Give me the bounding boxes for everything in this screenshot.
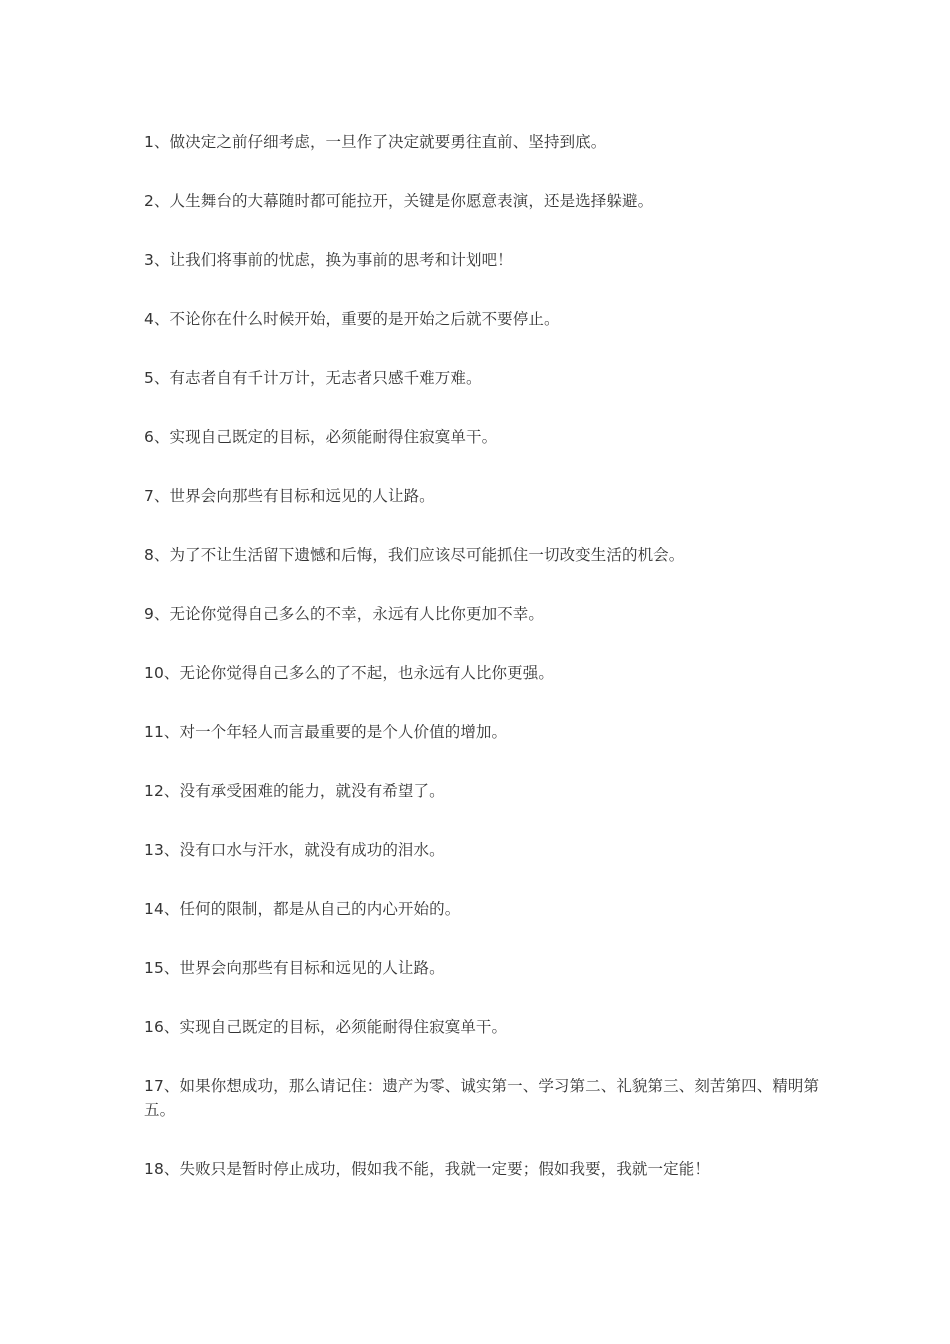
quote-item: 3、让我们将事前的忧虑，换为事前的思考和计划吧！ bbox=[144, 251, 513, 269]
quote-item: 11、对一个年轻人而言最重要的是个人价值的增加。 bbox=[144, 723, 508, 741]
quote-item: 7、世界会向那些有目标和远见的人让路。 bbox=[144, 487, 435, 505]
document-body bbox=[144, 133, 834, 1219]
quote-item: 12、没有承受困难的能力，就没有希望了。 bbox=[144, 782, 445, 800]
quote-item: 13、没有口水与汗水，就没有成功的泪水。 bbox=[144, 841, 445, 859]
quote-item: 14、任何的限制，都是从自己的内心开始的。 bbox=[144, 900, 461, 918]
quote-item: 8、为了不让生活留下遗憾和后悔，我们应该尽可能抓住一切改变生活的机会。 bbox=[144, 546, 685, 564]
quote-item: 2、人生舞台的大幕随时都可能拉开，关键是你愿意表演，还是选择躲避。 bbox=[144, 192, 654, 210]
quote-item: 15、世界会向那些有目标和远见的人让路。 bbox=[144, 959, 445, 977]
quote-item: 5、有志者自有千计万计，无志者只感千难万难。 bbox=[144, 369, 482, 387]
quote-item: 9、无论你觉得自己多么的不幸，永远有人比你更加不幸。 bbox=[144, 605, 544, 623]
quote-item: 17、如果你想成功，那么请记住：遗产为零、诚实第一、学习第二、礼貌第三、刻苦第四、精明第五。 bbox=[144, 1077, 820, 1119]
quote-item: 18、失败只是暂时停止成功，假如我不能，我就一定要；假如我要，我就一定能！ bbox=[144, 1160, 710, 1178]
quote-item: 6、实现自己既定的目标，必须能耐得住寂寞单干。 bbox=[144, 428, 498, 446]
quote-item: 4、不论你在什么时候开始，重要的是开始之后就不要停止。 bbox=[144, 310, 560, 328]
quote-item: 10、无论你觉得自己多么的了不起，也永远有人比你更强。 bbox=[144, 664, 554, 682]
quote-item: 16、实现自己既定的目标，必须能耐得住寂寞单干。 bbox=[144, 1018, 508, 1036]
quote-item: 1、做决定之前仔细考虑，一旦作了决定就要勇往直前、坚持到底。 bbox=[144, 133, 607, 151]
